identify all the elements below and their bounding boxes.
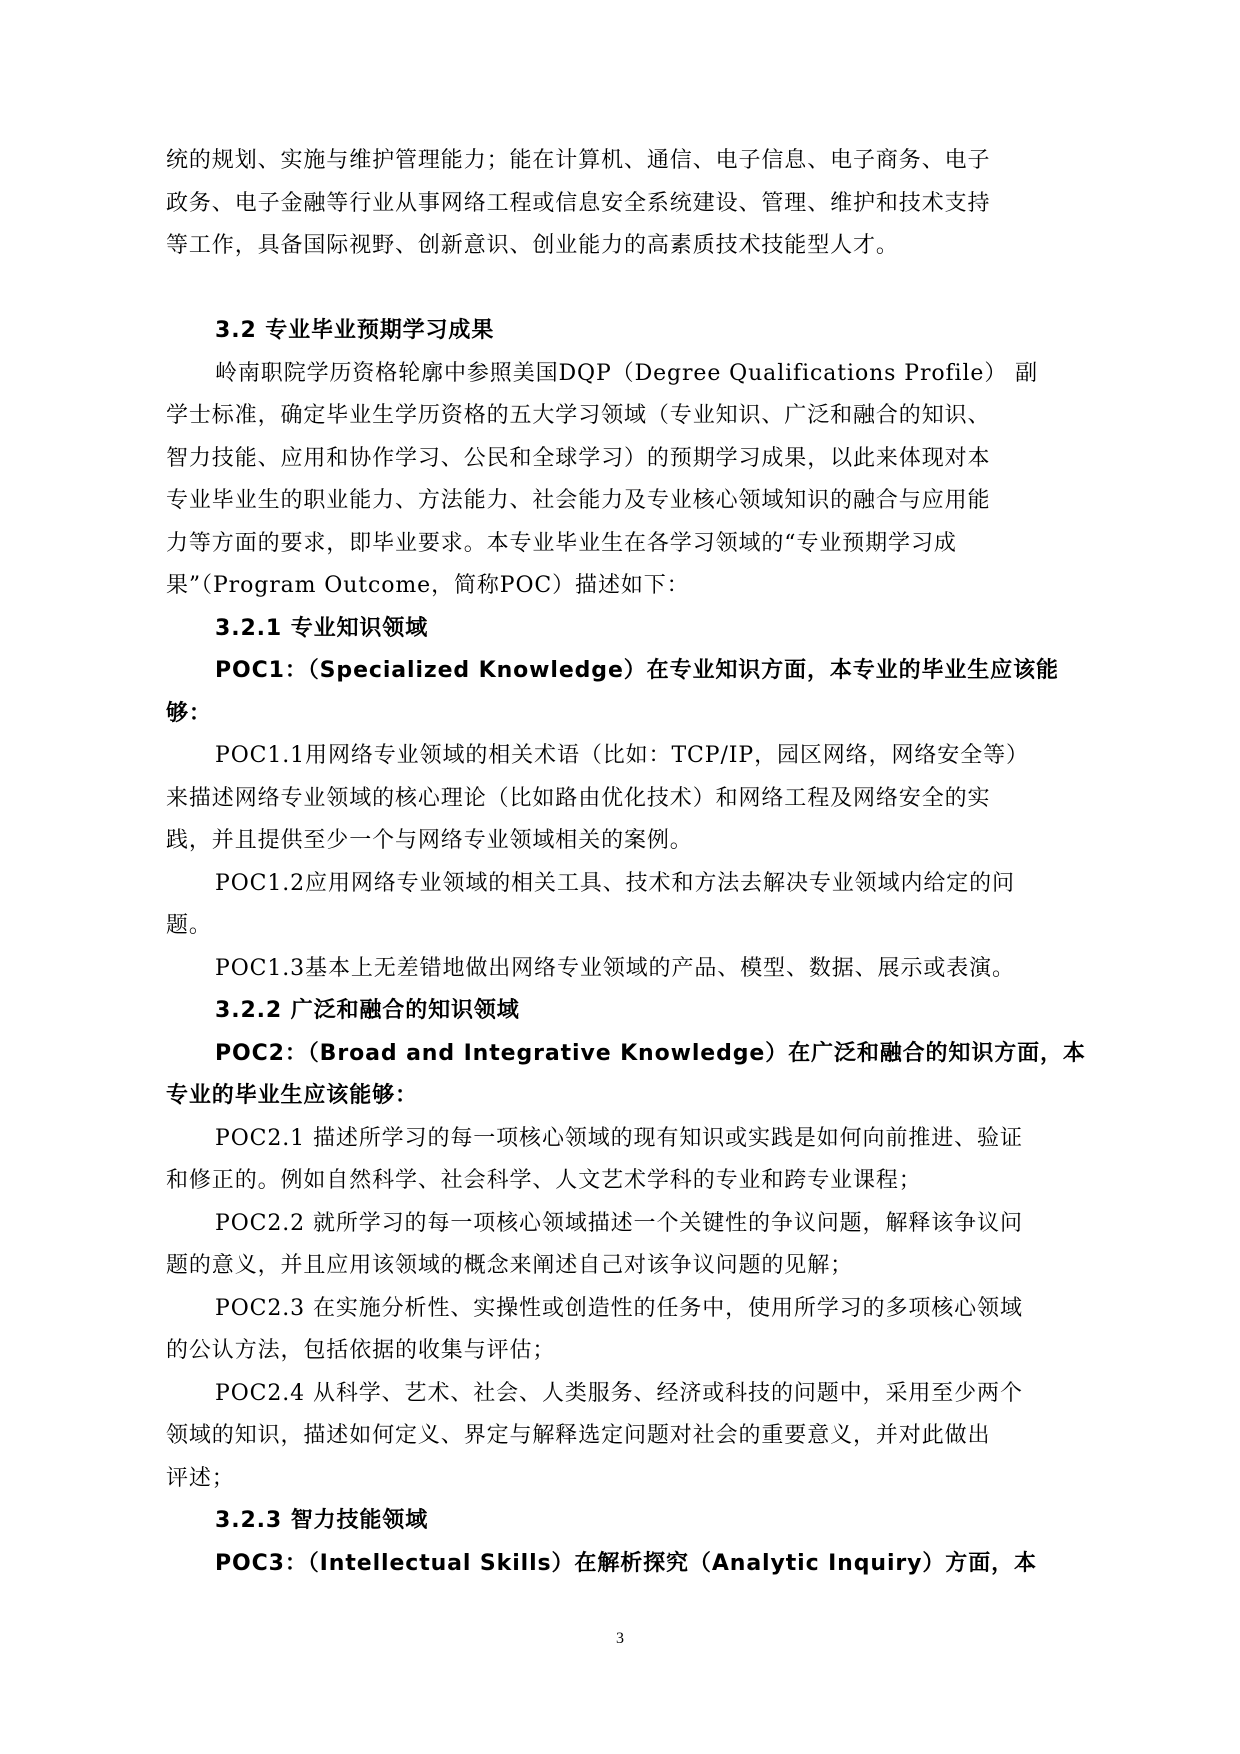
poc-item-line: POC2.3 在实施分析性、实操性或创造性的任务中，使用所学习的多项核心领域 [215,1295,1023,1321]
paragraph-line: 岭南职院学历资格轮廓中参照美国DQP（Degree Qualifications Profile） 副 [215,360,1039,386]
page-number: 3 [616,1630,624,1647]
paragraph-line: 智力技能、应用和协作学习、公民和全球学习）的预期学习成果，以此来体现对本 [166,445,991,471]
poc-item-line: 践，并且提供至少一个与网络专业领域相关的案例。 [166,828,693,853]
paragraph-line: 力等方面的要求，即毕业要求。本专业毕业生在各学习领域的“专业预期学习成 [166,530,957,556]
paragraph-line: 学士标准，确定毕业生学历资格的五大学习领域（专业知识、广泛和融合的知识、 [166,403,991,428]
document-page [166,140,1086,1585]
poc-item-line: POC1.1用网络专业领域的相关术语（比如：TCP/IP，园区网络，网络安全等） [215,743,1029,768]
intro-line: 等工作，具备国际视野、创新意识、创业能力的高素质技术技能型人才。 [166,233,899,258]
paragraph-line: 果”（Program Outcome，简称POC）描述如下： [166,573,690,598]
poc-heading-line: POC2：（Broad and Integrative Knowledge）在广泛和融合的知识方面，本 [215,1040,1086,1066]
poc-heading-line: 专业的毕业生应该能够： [166,1083,418,1108]
poc-item-line: 题。 [166,913,212,938]
poc-item-line: 的公认方法，包括依据的收集与评估； [166,1338,556,1363]
intro-line: 统的规划、实施与维护管理能力；能在计算机、通信、电子信息、电子商务、电子 [166,148,991,173]
section-heading-3-2-3: 3.2.3 智力技能领域 [215,1508,429,1533]
poc-heading-line: 够： [166,700,212,726]
poc-item-line: 评述； [166,1465,235,1491]
paragraph-line: 专业毕业生的职业能力、方法能力、社会能力及专业核心领域知识的融合与应用能 [166,488,991,513]
section-heading-3-2-1: 3.2.1 专业知识领域 [215,615,429,641]
poc-item-line: 来描述网络专业领域的核心理论（比如路由优化技术）和网络工程及网络安全的实 [166,785,991,811]
poc-item-line: 领域的知识，描述如何定义、界定与解释选定问题对社会的重要意义，并对此做出 [166,1423,991,1448]
poc-item-line: 题的意义，并且应用该领域的概念来阐述自己对该争议问题的见解； [166,1253,854,1278]
poc-item-line: 和修正的。例如自然科学、社会科学、人文艺术学科的专业和跨专业课程； [166,1168,922,1193]
poc-item-line: POC2.4 从科学、艺术、社会、人类服务、经济或科技的问题中，采用至少两个 [215,1380,1023,1406]
paragraph-gap [166,268,1074,311]
poc-heading-line: POC1：（Specialized Knowledge）在专业知识方面，本专业的毕业生应该能 [215,658,1059,683]
section-heading-3-2: 3.2 专业毕业预期学习成果 [215,318,495,343]
intro-line: 政务、电子金融等行业从事网络工程或信息安全系统建设、管理、维护和技术支持 [166,190,991,216]
section-heading-3-2-2: 3.2.2 广泛和融合的知识领域 [215,998,520,1023]
poc-item-line: POC2.1 描述所学习的每一项核心领域的现有知识或实践是如何向前推进、验证 [215,1125,1023,1151]
poc-item-line: POC1.2应用网络专业领域的相关工具、技术和方法去解决专业领域内给定的问 [215,870,1015,896]
poc-item-line: POC2.2 就所学习的每一项核心领域描述一个关键性的争议问题，解释该争议问 [215,1210,1023,1236]
poc-item-line: POC1.3基本上无差错地做出网络专业领域的产品、模型、数据、展示或表演。 [215,955,1015,981]
poc-heading-line: POC3：（Intellectual Skills）在解析探究（Analytic Inquiry）方面，本 [215,1550,1037,1576]
